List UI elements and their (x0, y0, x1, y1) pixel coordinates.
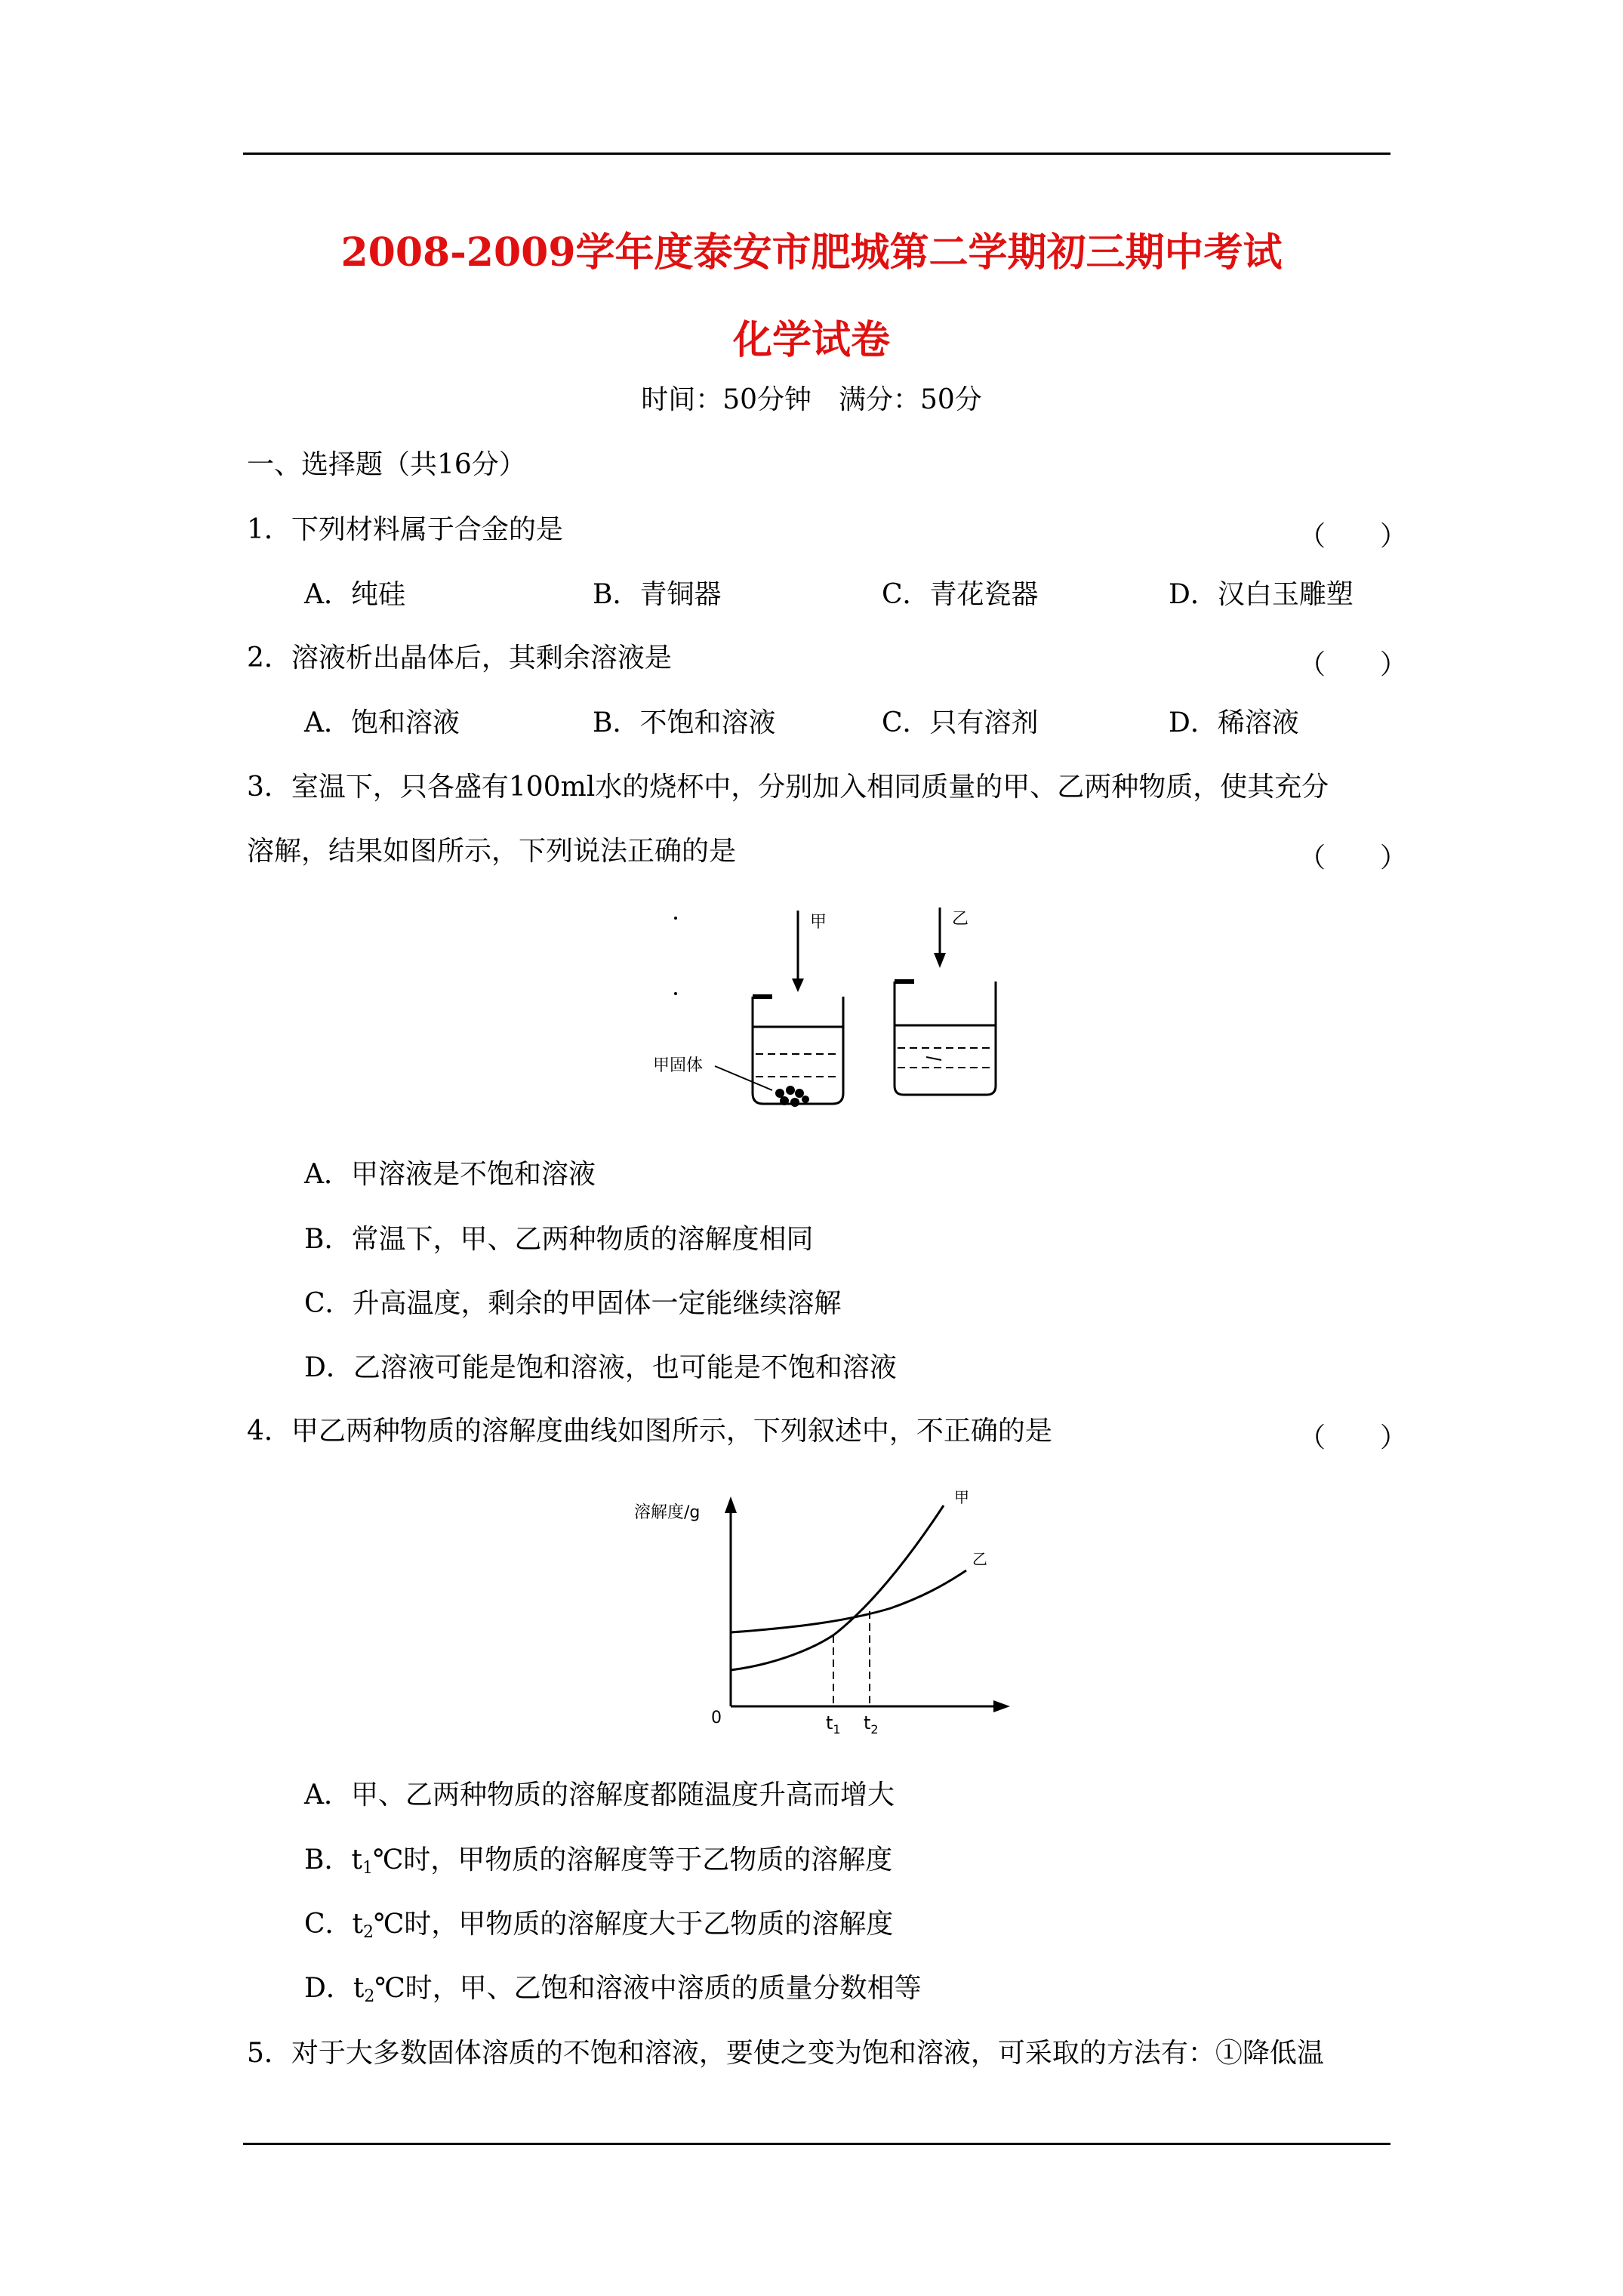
answer-blank-q2[interactable]: （ ） (1298, 649, 1408, 680)
curve-ylabel: 溶解度/g (634, 1503, 701, 1522)
q3-option-a: A．甲溶液是不饱和溶液 (304, 1159, 596, 1190)
section-heading: 一、选择题（共16分） (247, 449, 526, 480)
exam-meta: 时间：50分钟 满分：50分 (641, 384, 982, 415)
question-3-stem-line1: 3．室温下，只各盛有100ml水的烧杯中，分别加入相同质量的甲、乙两种物质，使其充分 (247, 772, 1329, 803)
q4-option-b: B．$t_1℃$时，甲物质的溶解度等于乙物质的溶解度 (304, 1845, 893, 1878)
q3-option-d: D．乙溶液可能是饱和溶液，也可能是不饱和溶液 (304, 1352, 897, 1383)
answer-blank-q1[interactable]: （ ） (1298, 521, 1408, 552)
q4-option-d: D．$t_2℃$时，甲、乙饱和溶液中溶质的质量分数相等 (304, 1973, 922, 2006)
q1-option-a: A．纯硅 (304, 579, 405, 610)
exam-subtitle: 化学试卷 (732, 317, 890, 363)
q3-option-b: B．常温下，甲、乙两种物质的溶解度相同 (304, 1224, 814, 1255)
q4-option-a: A．甲、乙两种物质的溶解度都随温度升高而增大 (304, 1780, 895, 1811)
exam-title: 2008-2009学年度泰安市肥城第二学期初三期中考试 (340, 230, 1283, 276)
beaker-label-yi: 乙 (952, 910, 969, 929)
question-5-stem: 5．对于大多数固体溶质的不饱和溶液，要使之变为饱和溶液，可采取的方法有：①降低温 (247, 2038, 1324, 2069)
q1-option-b: B．青铜器 (593, 579, 722, 610)
bottom-rule (243, 2143, 1390, 2145)
q3-option-c: C．升高温度，剩余的甲固体一定能继续溶解 (304, 1288, 842, 1319)
q2-option-c: C．只有溶剂 (882, 707, 1039, 738)
curve-jia (731, 1505, 944, 1670)
series-label-yi: 乙 (972, 1550, 987, 1568)
q1-option-d: D．汉白玉雕塑 (1169, 579, 1354, 610)
q2-option-a: A．饱和溶液 (304, 707, 460, 738)
solubility-curve-figure (627, 1480, 1019, 1752)
q2-option-b: B．不饱和溶液 (593, 707, 776, 738)
answer-blank-q4[interactable]: （ ） (1298, 1422, 1408, 1453)
q4-option-c: C．$t_2℃$时，甲物质的溶解度大于乙物质的溶解度 (304, 1909, 894, 1942)
q1-option-c: C．青花瓷器 (882, 579, 1039, 610)
question-2-stem: 2．溶液析出晶体后，其剩余溶液是 (247, 643, 672, 673)
question-1-stem: 1．下列材料属于合金的是 (247, 514, 563, 545)
beaker-figure (645, 898, 1015, 1133)
beaker-label-jia: 甲 (810, 913, 827, 932)
answer-blank-q3[interactable]: （ ） (1298, 843, 1408, 874)
series-label-jia: 甲 (954, 1488, 969, 1506)
curve-origin-label: 0 (711, 1709, 722, 1727)
q2-option-d: D．稀溶液 (1169, 707, 1299, 738)
tick-t2: $t_2$ (864, 1712, 879, 1737)
tick-t1: $t_1$ (826, 1712, 841, 1737)
beaker-label-solid: 甲固体 (653, 1056, 704, 1075)
question-3-stem-line2: 溶解，结果如图所示，下列说法正确的是 (247, 836, 737, 867)
question-4-stem: 4．甲乙两种物质的溶解度曲线如图所示，下列叙述中，不正确的是 (247, 1416, 1052, 1447)
top-rule (243, 153, 1390, 155)
